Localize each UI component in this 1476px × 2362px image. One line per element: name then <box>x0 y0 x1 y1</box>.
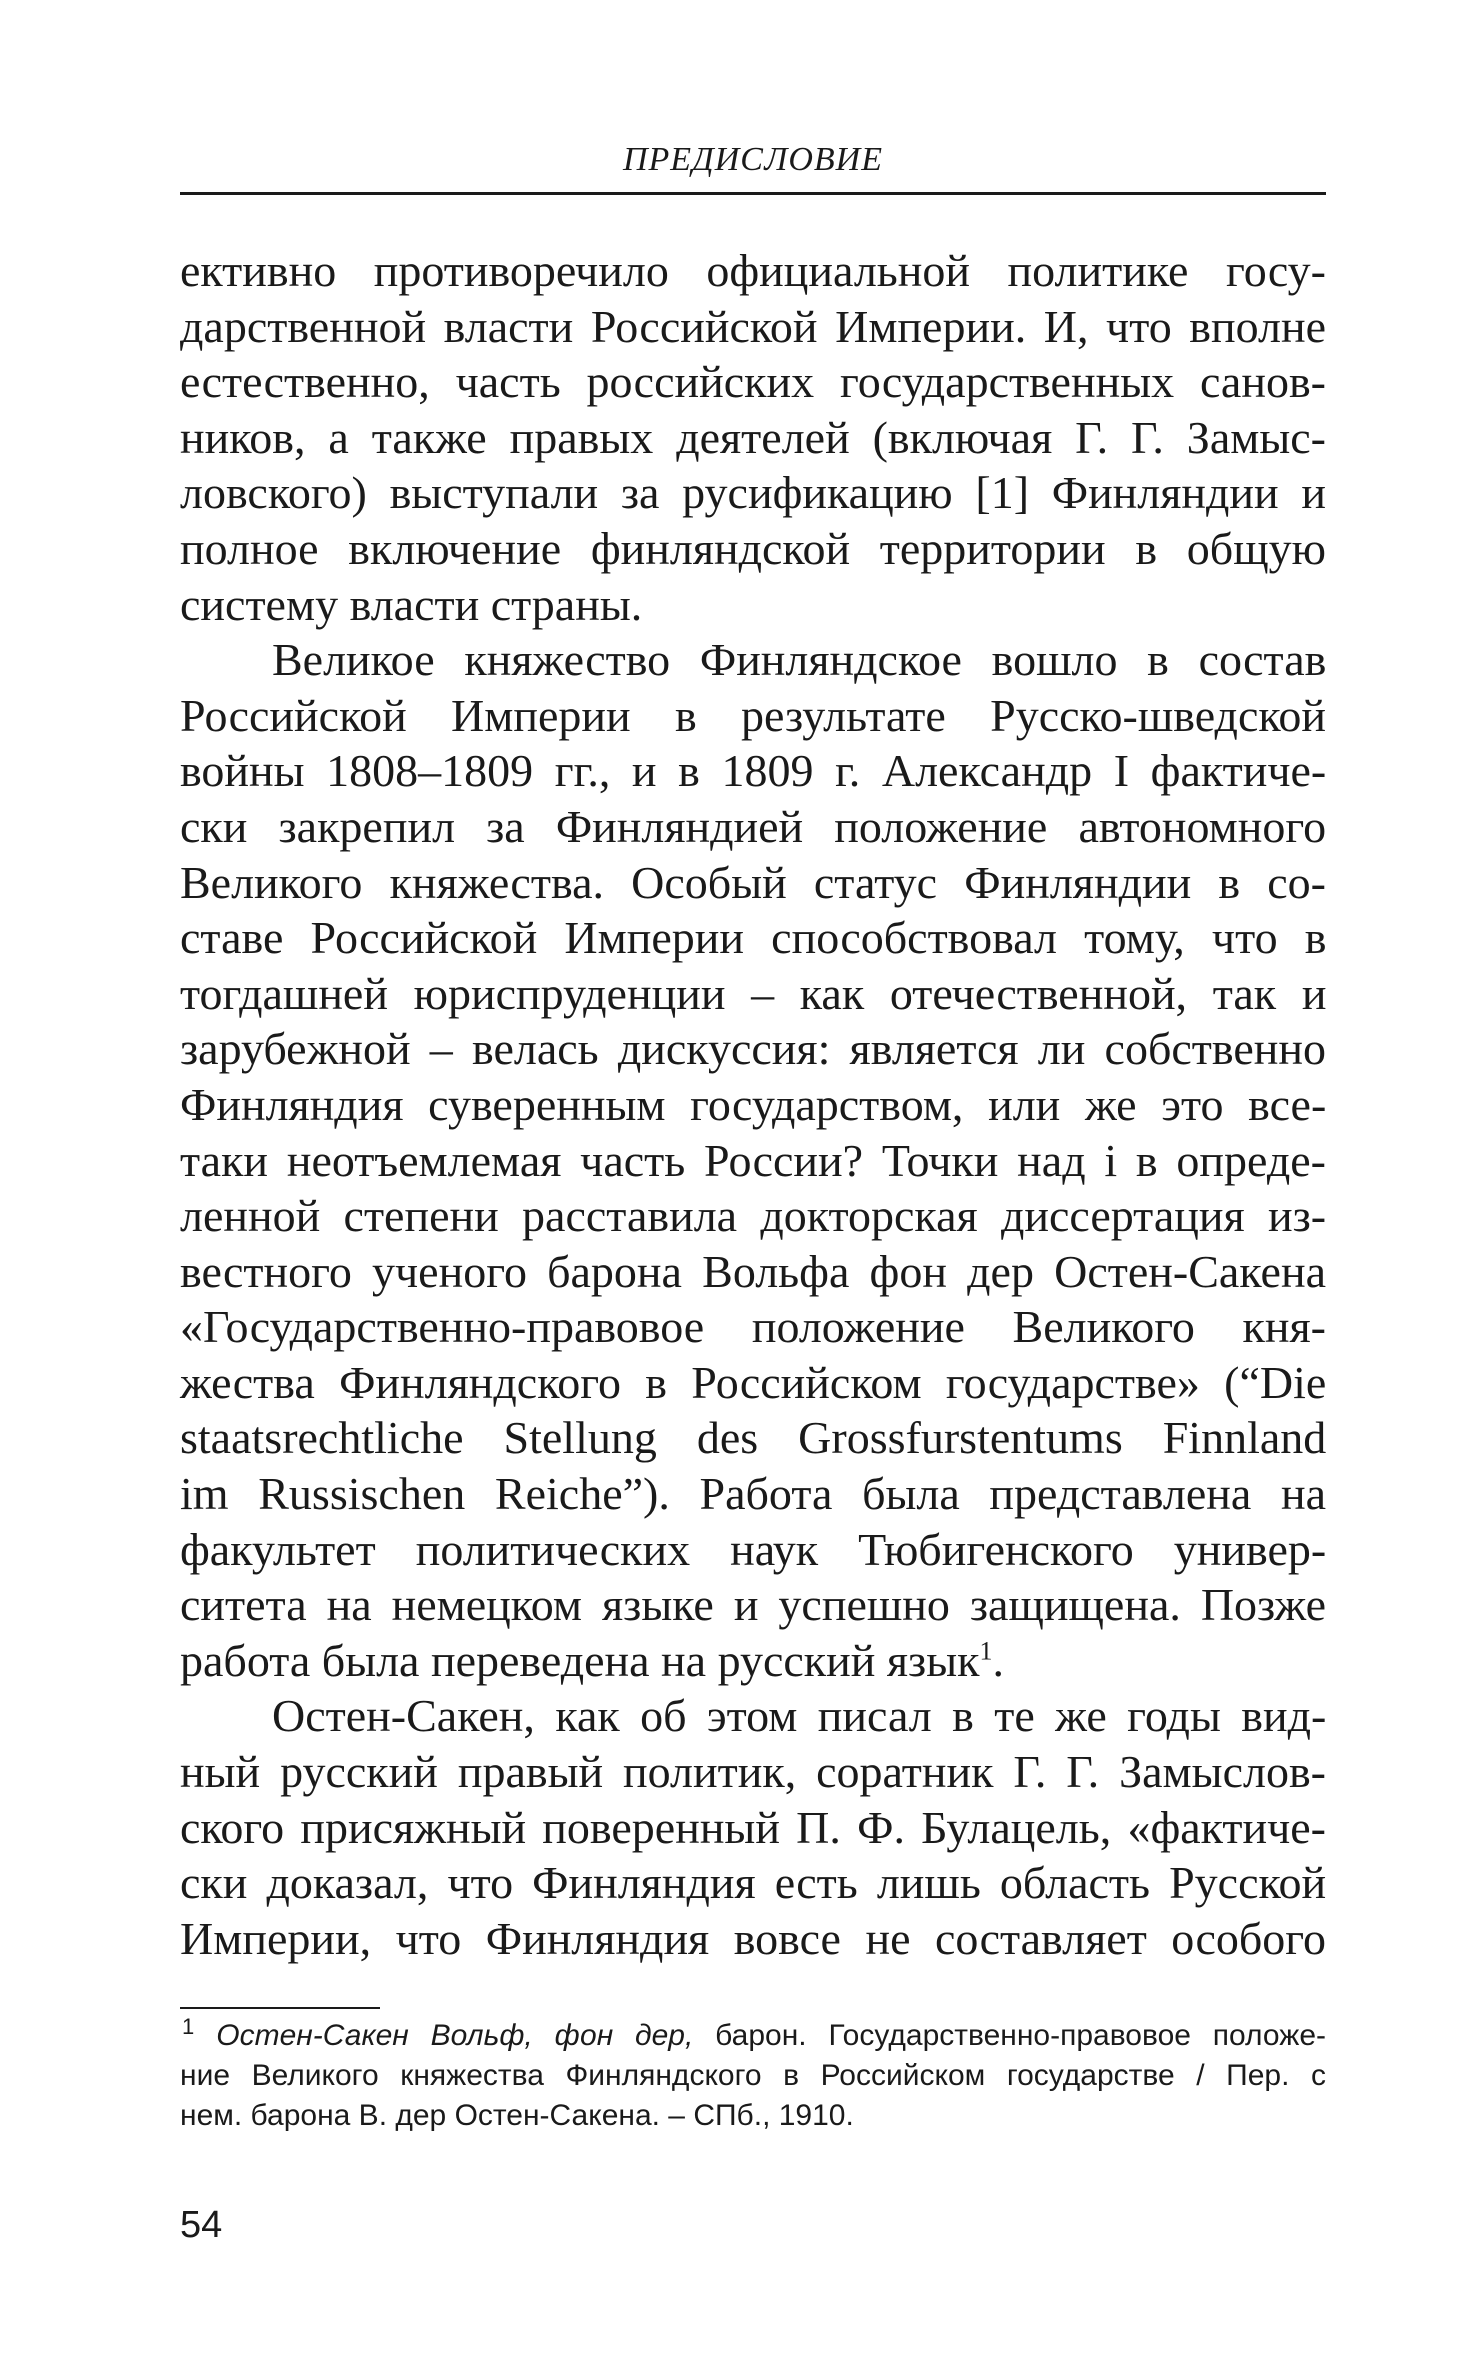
text-line: ски закрепил за Финляндией положение автономного <box>180 800 1327 852</box>
text-line: Остен-Сакен, как об этом писал в те же годы вид- <box>272 1690 1327 1742</box>
text-line: ленной степени расставила докторская диссертация из- <box>180 1190 1327 1242</box>
running-head: ПРЕДИСЛОВИЕ <box>622 141 884 178</box>
footnote-number: 1 <box>182 2014 195 2039</box>
text-line-content: работа была переведена на русский язык <box>180 1634 980 1686</box>
main-text <box>180 243 1326 1966</box>
text-line: ловского) выступали за русификацию [1] Финляндии и <box>180 467 1326 519</box>
sentence-end: . <box>992 1634 1004 1686</box>
footnote-text: барон. Государственно-правовое положе- <box>693 2019 1326 2052</box>
footnote <box>180 2016 1326 2136</box>
text-line: факультет политических наук Тюбигенского универ- <box>180 1523 1327 1575</box>
paragraph-3 <box>180 1688 1326 1966</box>
text-line: полное включение финляндской территории в общую <box>180 522 1326 574</box>
footnote-reference[interactable]: 1 <box>979 1636 993 1666</box>
paragraph-2 <box>180 632 1326 1688</box>
text-line: зарубежной – велась дискуссия: является ли собственно <box>180 1023 1326 1075</box>
text-line: Финляндия суверенным государством, или же это все- <box>180 1078 1327 1130</box>
header-rule <box>180 192 1326 195</box>
text-line: естественно, часть российских государственных санов- <box>180 356 1326 408</box>
text-line: таки неотъемлемая часть России? Точки над i в опреде- <box>180 1134 1326 1186</box>
text-line: ный русский правый политик, соратник Г. Г. Замыслов- <box>180 1746 1326 1798</box>
text-line: staatsrechtliche Stellung des Grossfurstentums Finnland <box>180 1412 1327 1464</box>
text-line: «Государственно-правовое положение Великого кня- <box>180 1301 1326 1353</box>
text-line: ников, а также правых деятелей (включая Г. Г. Замыс- <box>180 411 1326 463</box>
text-line: im Russischen Reiche”). Работа была представлена на <box>180 1468 1326 1520</box>
text-line: Великое княжество Финляндское вошло в состав <box>272 634 1327 686</box>
footnote-line: нем. барона В. дер Остен-Сакена. – СПб., 1910. <box>180 2099 854 2132</box>
text-line: ставе Российской Империи способствовал тому, что в <box>180 912 1327 964</box>
text-line: ского присяжный поверенный П. Ф. Булацель, «фактиче- <box>180 1801 1326 1853</box>
text-line: тогдашней юриспруденции – как отечественной, так и <box>180 967 1327 1019</box>
text-line: вестного ученого барона Вольфа фон дер Остен-Сакена <box>180 1245 1326 1297</box>
text-line: систему власти страны. <box>180 578 643 630</box>
footnote-line <box>180 2016 1326 2056</box>
text-line: дарственной власти Российской Империи. И, что вполне <box>180 300 1326 352</box>
text-line: ситета на немецком языке и успешно защищена. Позже <box>180 1579 1326 1631</box>
footnote-author: Остен-Сакен Вольф, фон дер, <box>216 2019 694 2052</box>
text-line: Империи, что Финляндия вовсе не составляет особого <box>180 1912 1326 1964</box>
text-line: Великого княжества. Особый статус Финляндии в со- <box>180 856 1327 908</box>
text-line: Российской Империи в результате Русско-шведской <box>180 689 1326 741</box>
text-line: ективно противоречило официальной политике госу- <box>180 245 1326 296</box>
text-line: ски доказал, что Финляндия есть лишь область Русской <box>180 1857 1327 1909</box>
text-line-last <box>180 1633 1326 1689</box>
page-number: 54 <box>180 2204 223 2246</box>
footnote-rule <box>180 2007 380 2009</box>
footnote-line: ние Великого княжества Финляндского в Российском государстве / Пер. с <box>180 2059 1326 2092</box>
text-line: жества Финляндского в Российском государстве» (“Die <box>180 1356 1327 1408</box>
text-line: войны 1808–1809 гг., и в 1809 г. Александр I фактиче- <box>180 745 1327 797</box>
paragraph-1 <box>180 243 1326 632</box>
